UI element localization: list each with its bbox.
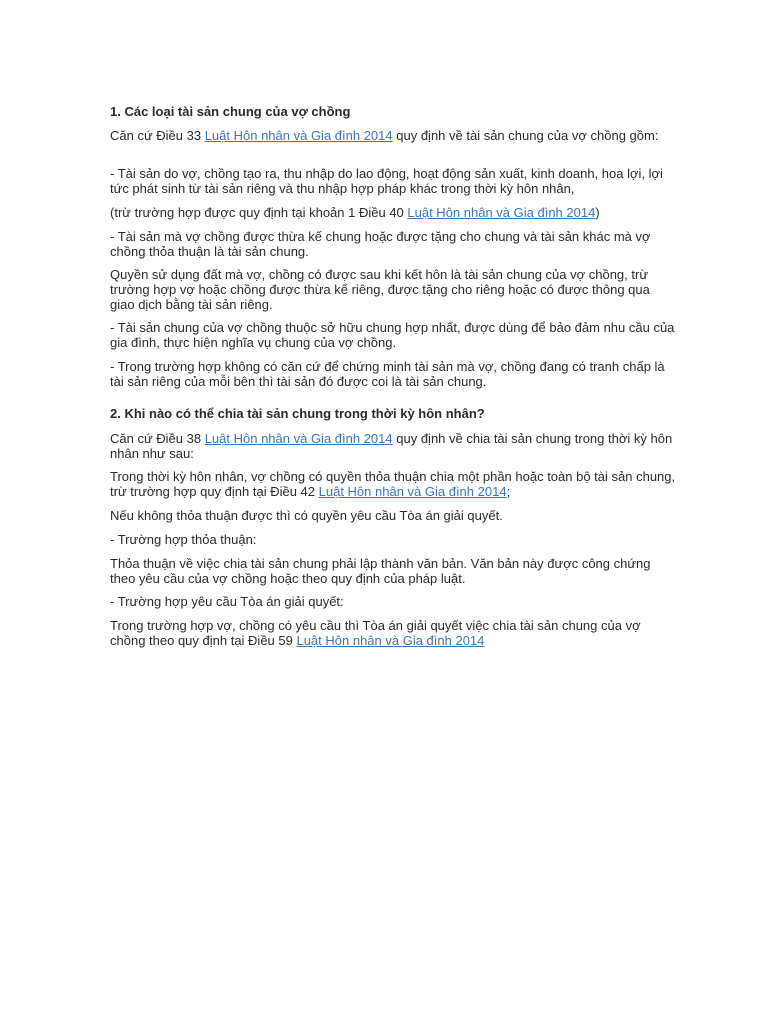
s1-paragraph-2: - Tài sản do vợ, chồng tạo ra, thu nhập do lao động, hoạt động sản xuất, kinh doanh, hoa lợi, lợi tức phát sinh từ tài sản riêng và thu nhập hợp pháp khác trong thời kỳ hôn nhân,: [110, 166, 663, 196]
s1-p1-text-after: quy định về tài sản chung của vợ chồng gồm:: [392, 128, 659, 143]
law-link[interactable]: Luật Hôn nhân và Gia đình 2014: [204, 128, 393, 143]
s1-p3-text-after: ): [595, 205, 600, 220]
s1-p1-text-before: Căn cứ Điều 33: [110, 128, 205, 143]
s2-p2-text-before: Trong thời kỳ hôn nhân, vợ chồng có quyền thỏa thuận chia một phần hoặc toàn bộ tài sản chung, trừ trường hợp quy định tại Điều 42: [110, 469, 676, 499]
s2-paragraph-6: - Trường hợp yêu cầu Tòa án giải quyết:: [110, 594, 344, 609]
section-2-heading: 2. Khi nào có thể chia tài sản chung trong thời kỳ hôn nhân?: [110, 406, 485, 421]
law-link[interactable]: Luật Hôn nhân và Gia đình 2014: [407, 205, 596, 220]
law-link[interactable]: Luật Hôn nhân và Gia đình 2014: [204, 431, 393, 446]
s2-p1-text-after: quy định về chia tài sản chung trong thời kỳ hôn nhân như sau:: [110, 431, 673, 461]
s2-p2-text-after: ;: [506, 484, 511, 499]
s2-paragraph-7: [110, 618, 676, 648]
section-1-heading: 1. Các loại tài sản chung của vợ chồng: [110, 104, 351, 119]
s2-p1-text-before: Căn cứ Điều 38: [110, 431, 205, 446]
s1-paragraph-3: [110, 205, 676, 220]
s2-paragraph-5: Thỏa thuận về việc chia tài sản chung phải lập thành văn bản. Văn bản này được công chứng theo yêu cầu của vợ chồng hoặc theo quy định của pháp luật.: [110, 556, 651, 586]
s1-paragraph-6: - Tài sản chung của vợ chồng thuộc sở hữu chung hợp nhất, được dùng để bảo đảm nhu cầu của gia đình, thực hiện nghĩa vụ chung của vợ chồng.: [110, 320, 675, 350]
law-link[interactable]: Luật Hôn nhân và Gia đình 2014: [296, 633, 485, 648]
s2-p7-text-before: Trong trường hợp vợ, chồng có yêu cầu thì Tòa án giải quyết việc chia tài sản chung của vợ chồng theo quy định tại Điều 59: [110, 618, 641, 648]
s2-paragraph-1: [110, 431, 676, 461]
s1-paragraph-5: Quyền sử dụng đất mà vợ, chồng có được sau khi kết hôn là tài sản chung của vợ chồng, trừ trường hợp vợ hoặc chồng được thừa kế riêng, được tặng cho riêng hoặc có được thông qua giao dịch bằng tài sản riêng.: [110, 267, 650, 312]
s1-p3-text-before: (trừ trường hợp được quy định tại khoản 1 Điều 40: [110, 205, 408, 220]
s1-paragraph-7: - Trong trường hợp không có căn cứ để chứng minh tài sản mà vợ, chồng đang có tranh chấp là tài sản riêng của mỗi bên thì tài sản đó được coi là tài sản chung.: [110, 359, 665, 389]
law-link[interactable]: Luật Hôn nhân và Gia đình 2014: [318, 484, 507, 499]
s2-paragraph-2: [110, 469, 676, 499]
s2-paragraph-4: - Trường hợp thỏa thuận:: [110, 532, 257, 547]
s2-paragraph-3: Nếu không thỏa thuận được thì có quyền yêu cầu Tòa án giải quyết.: [110, 508, 503, 523]
s1-paragraph-1: [110, 128, 676, 143]
s1-paragraph-4: - Tài sản mà vợ chồng được thừa kế chung hoặc được tặng cho chung và tài sản khác mà vợ chồng thỏa thuận là tài sản chung.: [110, 229, 651, 259]
